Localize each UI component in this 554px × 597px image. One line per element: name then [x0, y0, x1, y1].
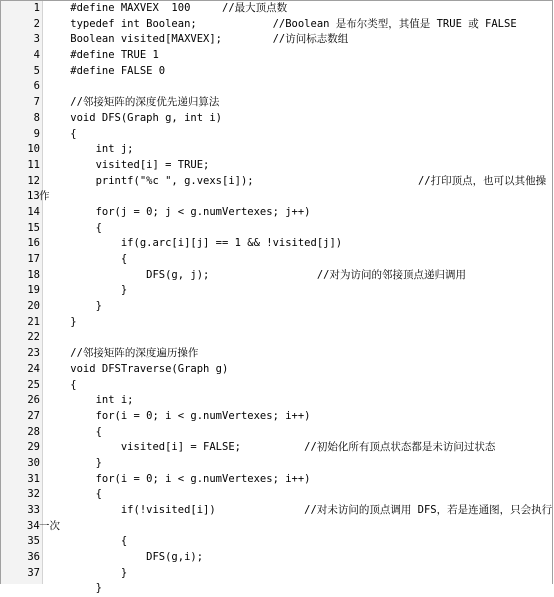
code-line	[1, 79, 552, 95]
code-line	[1, 32, 552, 48]
code-text: Boolean visited[MAXVEX]; //访问标志数组	[45, 33, 349, 46]
code-text: {	[45, 253, 128, 265]
code-text: for(i = 0; i < g.numVertexes; i++)	[45, 472, 311, 485]
line-number: 17	[27, 253, 40, 265]
line-number: 8	[33, 111, 40, 124]
code-line	[1, 268, 552, 284]
line-number: 14	[27, 205, 40, 218]
line-number: 20	[27, 300, 40, 313]
code-listing	[1, 1, 552, 597]
code-line	[1, 456, 552, 472]
code-text: for(j = 0; j < g.numVertexes; j++)	[45, 205, 311, 218]
code-line	[1, 534, 552, 550]
code-text: int j;	[45, 143, 134, 156]
line-number: 28	[27, 425, 40, 438]
line-number: 35	[27, 535, 40, 548]
line-number: 15	[27, 221, 40, 234]
code-line	[1, 1, 552, 17]
code-text: }	[45, 582, 102, 595]
code-line	[1, 17, 552, 33]
line-number: 30	[27, 456, 40, 469]
code-text: }	[45, 300, 102, 313]
code-line	[1, 48, 552, 64]
code-line	[1, 425, 552, 441]
code-text: #define MAXVEX 100 //最大顶点数	[45, 2, 288, 14]
code-line	[1, 142, 552, 158]
code-line	[1, 550, 552, 566]
code-line	[1, 581, 552, 597]
code-text: visited[i] = FALSE; //初始化所有顶点状态都是未访问过状态	[45, 441, 496, 454]
code-text: void DFSTraverse(Graph g)	[45, 362, 229, 375]
line-number: 13	[27, 190, 40, 203]
code-line	[1, 158, 552, 174]
code-line	[1, 64, 552, 80]
line-number: 7	[33, 96, 40, 109]
line-number: 32	[27, 488, 40, 501]
code-text: {	[45, 378, 77, 391]
line-number: 9	[33, 127, 40, 140]
code-text: #define TRUE 1	[45, 49, 159, 62]
line-number: 22	[27, 331, 40, 344]
code-text: int i;	[45, 394, 134, 407]
code-text: {	[45, 488, 102, 501]
code-line	[1, 252, 552, 268]
line-number: 1	[33, 2, 40, 14]
code-line	[1, 236, 552, 252]
code-text: {	[45, 425, 102, 438]
line-number: 33	[27, 504, 40, 516]
code-text: 一次	[39, 519, 60, 532]
line-number: 34	[27, 519, 40, 532]
code-line	[1, 503, 552, 519]
code-line	[1, 519, 552, 535]
code-text: printf("%c ", g.vexs[i]); //打印顶点，也可以其他操	[45, 174, 547, 187]
code-text: if(!visited[i]) //对未访问的顶点调用 DFS，若是连通图，只会执行	[45, 504, 553, 516]
line-number: 36	[27, 551, 40, 564]
code-text: }	[45, 456, 102, 469]
code-text: DFS(g, j); //对为访问的邻接顶点递归调用	[45, 268, 466, 281]
line-number: 25	[27, 378, 40, 391]
code-line	[1, 221, 552, 237]
code-text: if(g.arc[i][j] == 1 && !visited[j])	[45, 237, 343, 250]
code-line	[1, 472, 552, 488]
code-line	[1, 409, 552, 425]
code-line	[1, 315, 552, 331]
line-number: 31	[27, 472, 40, 485]
code-line	[1, 95, 552, 111]
code-text: {	[45, 221, 102, 234]
code-line	[1, 346, 552, 362]
line-number: 18	[27, 268, 40, 281]
line-number: 26	[27, 394, 40, 407]
code-text: visited[i] = TRUE;	[45, 158, 210, 171]
code-text: }	[45, 566, 128, 579]
line-number: 12	[27, 174, 40, 187]
code-line	[1, 440, 552, 456]
code-text: void DFS(Graph g, int i)	[45, 111, 223, 124]
line-number: 21	[27, 315, 40, 328]
line-number: 37	[27, 566, 40, 579]
code-line	[1, 283, 552, 299]
code-line	[1, 362, 552, 378]
line-number: 4	[33, 49, 40, 62]
line-number: 6	[33, 80, 40, 93]
line-number: 5	[33, 64, 40, 77]
code-text: //邻接矩阵的深度遍历操作	[45, 347, 199, 360]
line-number: 2	[33, 17, 40, 30]
code-line	[1, 189, 552, 205]
line-number: 27	[27, 409, 40, 422]
line-number: 3	[33, 33, 40, 46]
line-number: 24	[27, 362, 40, 375]
code-text: {	[45, 535, 128, 548]
code-line	[1, 393, 552, 409]
code-text: }	[45, 315, 77, 328]
code-text: DFS(g,i);	[45, 551, 204, 564]
line-number: 19	[27, 284, 40, 297]
code-line	[1, 487, 552, 503]
line-number: 11	[27, 158, 40, 171]
line-number: 16	[27, 237, 40, 250]
code-line	[1, 205, 552, 221]
code-text: typedef int Boolean; //Boolean 是布尔类型，其值是 TRUE 或 FALSE	[45, 17, 517, 30]
code-text: //邻接矩阵的深度优先递归算法	[45, 96, 220, 109]
code-line	[1, 566, 552, 582]
line-number: 10	[27, 143, 40, 156]
code-line	[1, 111, 552, 127]
code-line	[1, 174, 552, 190]
code-line	[1, 330, 552, 346]
code-text: for(i = 0; i < g.numVertexes; i++)	[45, 409, 311, 422]
line-number: 29	[27, 441, 40, 454]
code-line	[1, 378, 552, 394]
line-number: 23	[27, 347, 40, 360]
code-text: #define FALSE 0	[45, 64, 166, 77]
code-text: }	[45, 284, 128, 297]
code-text: 作	[39, 190, 50, 203]
code-text: {	[45, 127, 77, 140]
code-line	[1, 299, 552, 315]
code-line	[1, 127, 552, 143]
